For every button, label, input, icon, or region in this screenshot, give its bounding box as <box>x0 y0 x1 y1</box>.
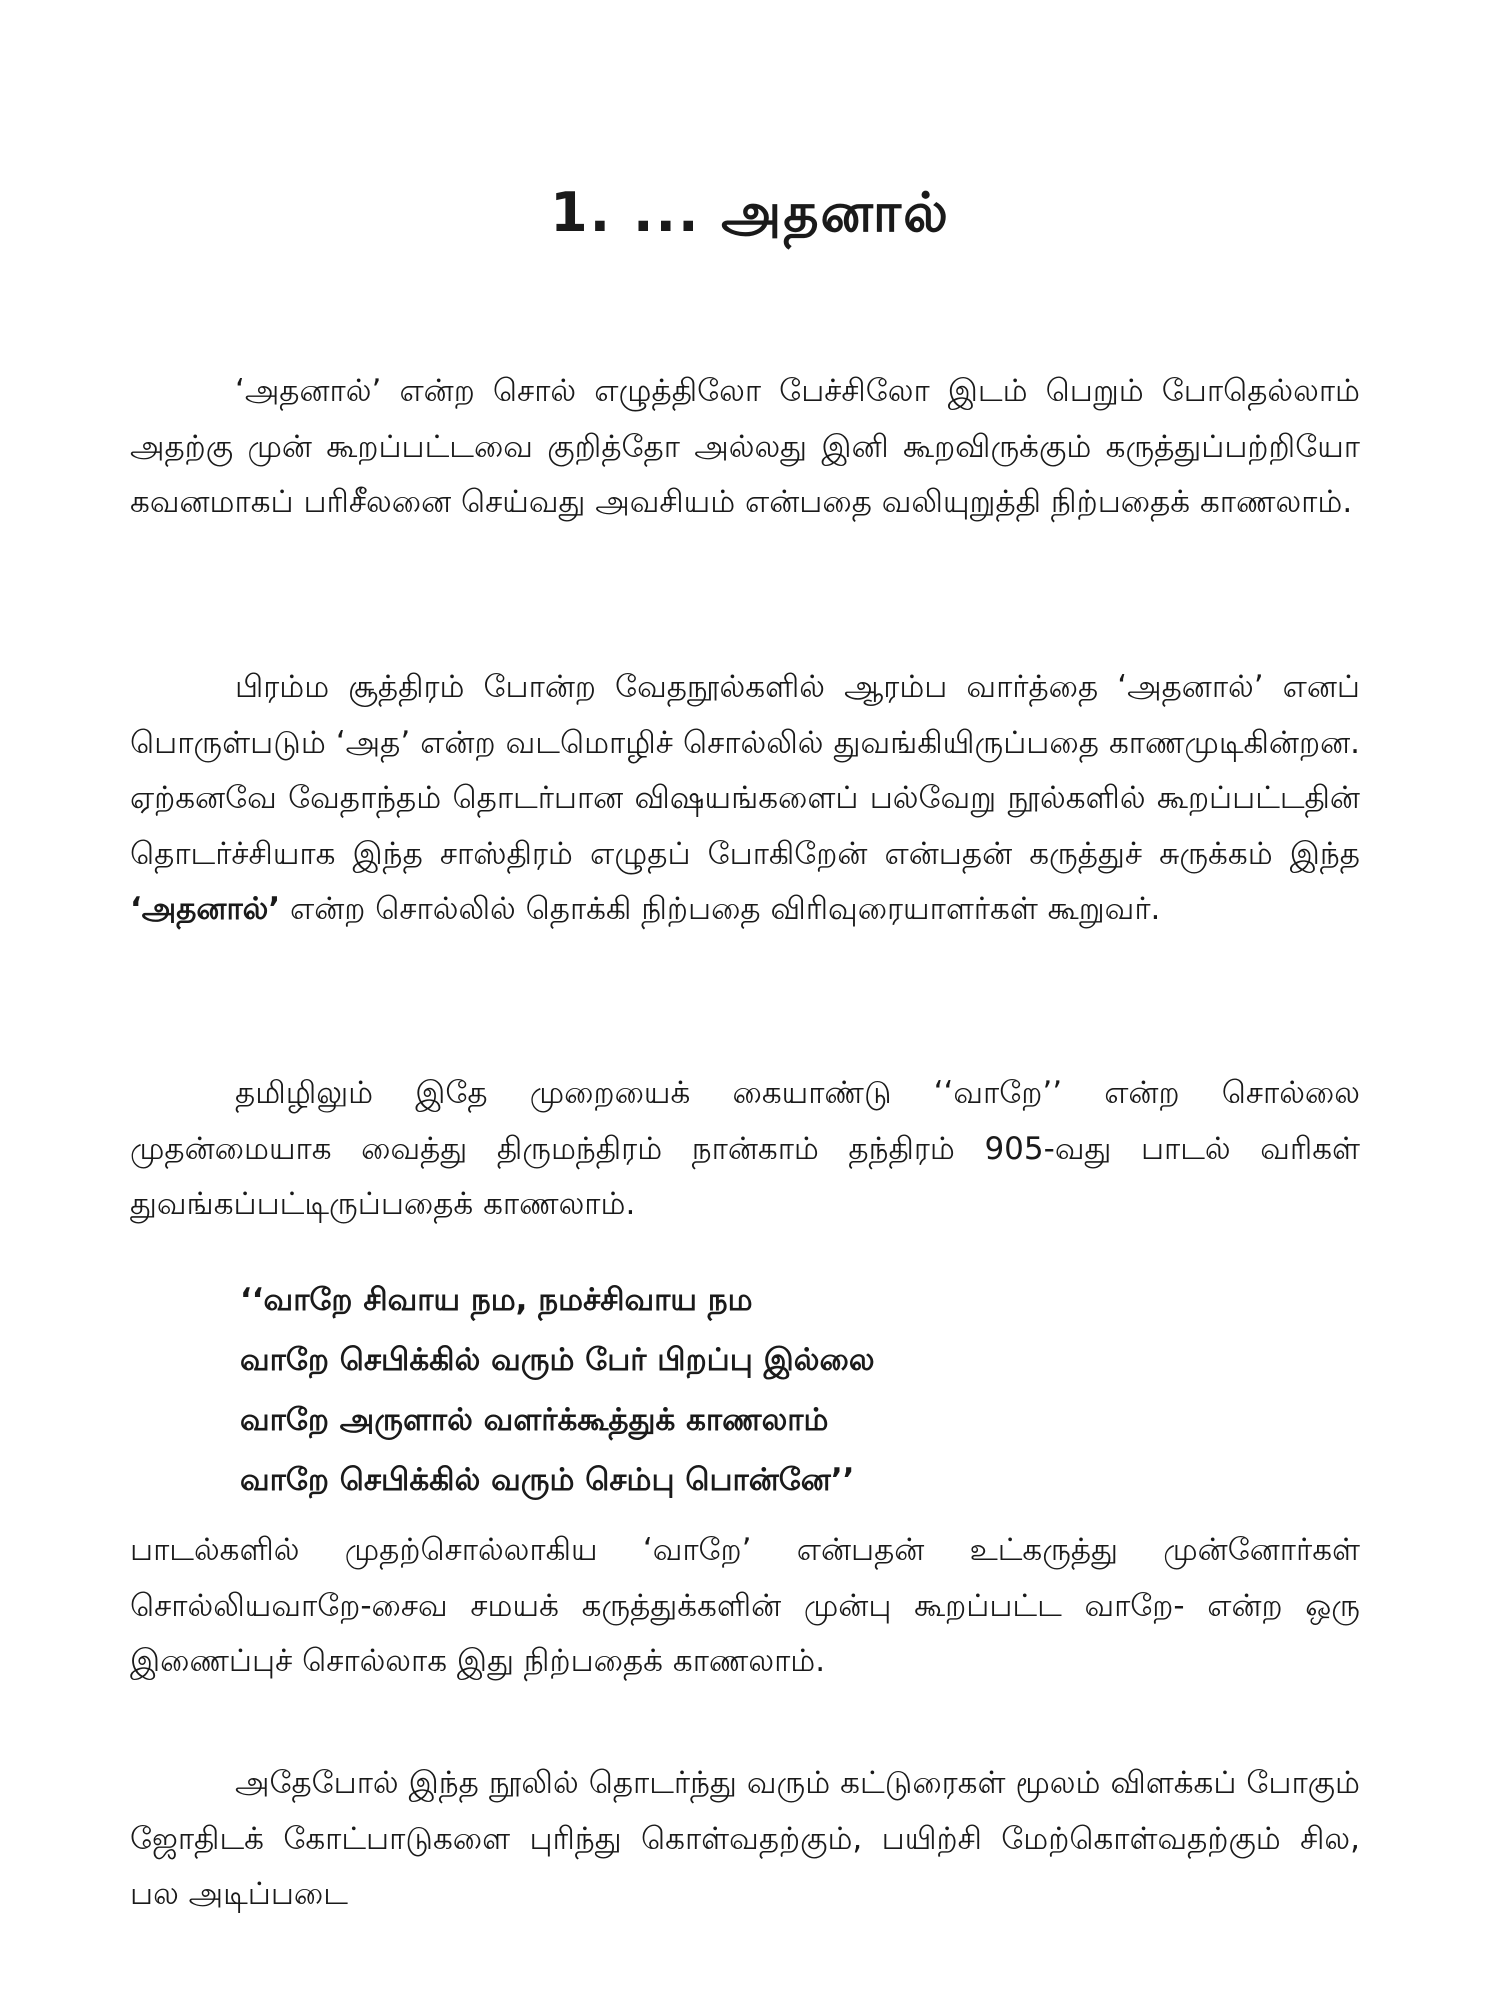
paragraph-2-text-end: என்ற சொல்லில் தொக்கி நிற்பதை விரிவுரையாளர்கள் கூறுவர். <box>280 891 1161 927</box>
paragraph-4 <box>130 1523 1360 1690</box>
paragraph-2 <box>130 660 1360 938</box>
paragraph-4-text: பாடல்களில் முதற்சொல்லாகிய ‘வாறே’ என்பதன் உட்கருத்து முன்னோர்கள் சொல்லியவாறே-சைவ சமயக் கருத்துக்களின் முன்பு கூறப்பட்ட வாறே- என்ற ஒரு இணைப்புச் சொல்லாக இது நிற்பதைக் காணலாம். <box>130 1532 1360 1679</box>
paragraph-2-text <box>130 660 1360 938</box>
verse-line-3: வாறே அருளால் வளர்க்கூத்துக் காணலாம் <box>240 1402 829 1438</box>
paragraph-2-text-start: பிரம்ம சூத்திரம் போன்ற வேதநூல்களில் ஆரம்ப வார்த்தை ‘அதனால்’ எனப் பொருள்படும் ‘அத’ என்ற வடமொழிச் சொல்லில் துவங்கியிருப்பதை காணமுடிகின்றன. ஏற்கனவே வேதாந்தம் தொடர்பான விஷயங்களைப் பல்வேறு நூல்களில் கூறப்பட்டதின் தொடர்ச்சியாக இந்த சாஸ்திரம் எழுதப் போகிறேன் என்பதன் கருத்துச் சுருக்கம் இந்த <box>130 669 1360 872</box>
paragraph-3 <box>130 1066 1360 1233</box>
paragraph-5-text: அதேபோல் இந்த நூலில் தொடர்ந்து வரும் கட்டுரைகள் மூலம் விளக்கப் போகும் ஜோதிடக் கோட்பாடுகளை புரிந்து கொள்வதற்கும், பயிற்சி மேற்கொள்வதற்கும் சில, பல அடிப்படை <box>130 1765 1360 1912</box>
paragraph-3-text: தமிழிலும் இதே முறையைக் கையாண்டு ‘‘வாறே’’ என்ற சொல்லை முதன்மையாக வைத்து திருமந்திரம் நான்காம் தந்திரம் 905-வது பாடல் வரிகள் துவங்கப்பட்டிருப்பதைக் காணலாம். <box>130 1075 1360 1222</box>
verse-quote <box>240 1270 1340 1510</box>
chapter-title: 1. ... அதனால் <box>550 181 950 244</box>
paragraph-5 <box>130 1756 1360 1923</box>
paragraph-2-emphasis: ‘அதனால்’ <box>130 891 281 927</box>
verse-line-4: வாறே செபிக்கில் வரும் செம்பு பொன்னே’’ <box>240 1462 855 1498</box>
paragraph-1-text: ‘அதனால்’ என்ற சொல் எழுத்திலோ பேச்சிலோ இடம் பெறும் போதெல்லாம் அதற்கு முன் கூறப்பட்டவை குறித்தோ அல்லது இனி கூறவிருக்கும் கருத்துப்பற்றியோ கவனமாகப் பரிசீலனை செய்வது அவசியம் என்பதை வலியுறுத்தி நிற்பதைக் காணலாம். <box>130 373 1360 520</box>
verse-line-1: ‘‘வாறே சிவாய நம, நமச்சிவாய நம <box>240 1282 753 1318</box>
verse-line-2: வாறே செபிக்கில் வரும் பேர் பிறப்பு இல்லை <box>240 1342 875 1378</box>
paragraph-1 <box>130 364 1360 531</box>
